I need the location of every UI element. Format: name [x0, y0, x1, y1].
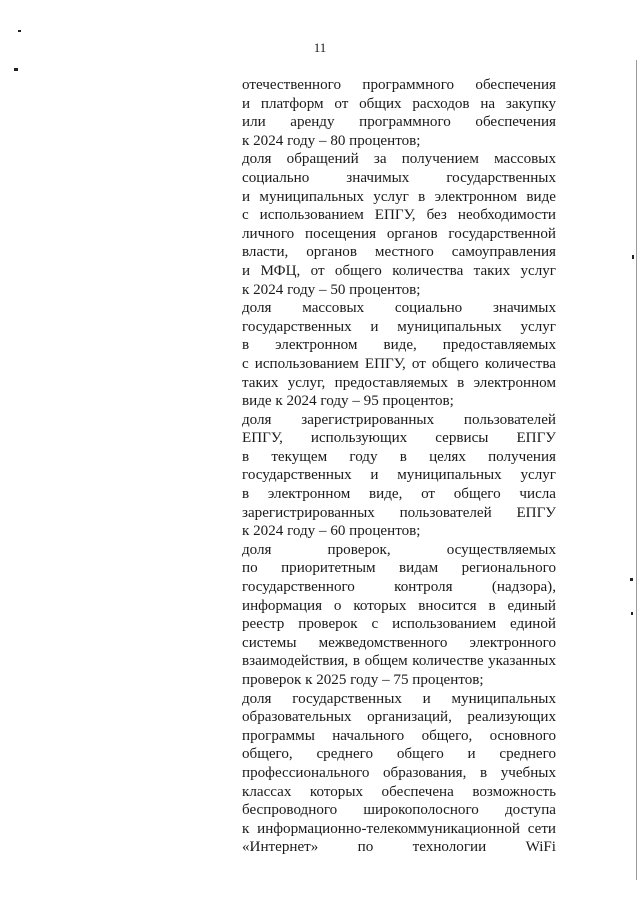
page-number: 11	[313, 40, 327, 55]
text-line: государственных и муниципальных услуг	[242, 467, 556, 484]
text-line: по приоритетным видам регионального	[242, 560, 556, 577]
text-line: информация о которых вносится в единый	[242, 597, 556, 614]
text-line: реестр проверок с использованием единой	[242, 616, 556, 633]
document-body	[242, 76, 556, 857]
text-line: «Интернет» по технологии WiFi	[242, 839, 556, 856]
text-line: системы межведомственного электронного	[242, 634, 556, 651]
scan-speck	[18, 30, 21, 32]
text-line: и платформ от общих расходов на закупку	[242, 95, 556, 112]
text-line: доля проверок, осуществляемых	[242, 541, 556, 558]
text-line: и муниципальных услуг в электронном виде	[242, 188, 556, 205]
text-line: к 2024 году – 80 процентов;	[242, 132, 421, 149]
text-line: отечественного программного обеспечения	[242, 77, 556, 93]
text-line: или аренду программного обеспечения	[242, 114, 556, 131]
text-line: к информационно-телекоммуникационной сети	[242, 820, 556, 837]
text-line: беспроводного широкополосного доступа	[242, 802, 556, 819]
text-line: государственного контроля (надзора),	[242, 579, 556, 596]
text-line: личного посещения органов государственной	[242, 225, 556, 242]
text-line: к 2024 году – 50 процентов;	[242, 281, 421, 298]
scan-speck	[630, 578, 633, 581]
text-line: образовательных организаций, реализующих	[242, 709, 556, 726]
text-line: программы начального общего, основного	[242, 727, 556, 744]
scan-speck	[632, 255, 634, 259]
text-line: зарегистрированных пользователей ЕПГУ	[242, 504, 556, 521]
scan-edge-line	[636, 60, 637, 880]
text-line: в электронном виде, от общего числа	[242, 486, 556, 503]
scan-speck	[631, 612, 633, 615]
text-line: власти, органов местного самоуправления	[242, 244, 556, 261]
text-line: таких услуг, предоставляемых в электронном	[242, 374, 556, 391]
scan-speck	[14, 68, 18, 71]
text-line: классах которых обеспечена возможность	[242, 783, 556, 800]
text-line: доля массовых социально значимых	[242, 300, 556, 317]
text-line: в текущем году в целях получения	[242, 448, 556, 465]
text-line: и МФЦ, от общего количества таких услуг	[242, 262, 556, 279]
text-line: государственных и муниципальных услуг	[242, 318, 556, 335]
text-line: ЕПГУ, использующих сервисы ЕПГУ	[242, 430, 556, 447]
text-line: доля обращений за получением массовых	[242, 151, 556, 168]
text-line: взаимодействия, в общем количестве указанных	[242, 653, 556, 670]
text-line: к 2024 году – 60 процентов;	[242, 523, 421, 540]
text-line: виде к 2024 году – 95 процентов;	[242, 393, 454, 410]
text-line: с использованием ЕПГУ, без необходимости	[242, 207, 556, 224]
text-line: с использованием ЕПГУ, от общего количества	[242, 355, 556, 372]
text-line: доля зарегистрированных пользователей	[242, 411, 556, 428]
text-line: в электронном виде, предоставляемых	[242, 337, 556, 354]
text-line: проверок к 2025 году – 75 процентов;	[242, 672, 484, 688]
text-line: профессионального образования, в учебных	[242, 764, 556, 781]
text-line: общего, среднего общего и среднего	[242, 746, 556, 763]
text-line: социально значимых государственных	[242, 169, 556, 186]
text-line: доля государственных и муниципальных	[242, 690, 556, 707]
